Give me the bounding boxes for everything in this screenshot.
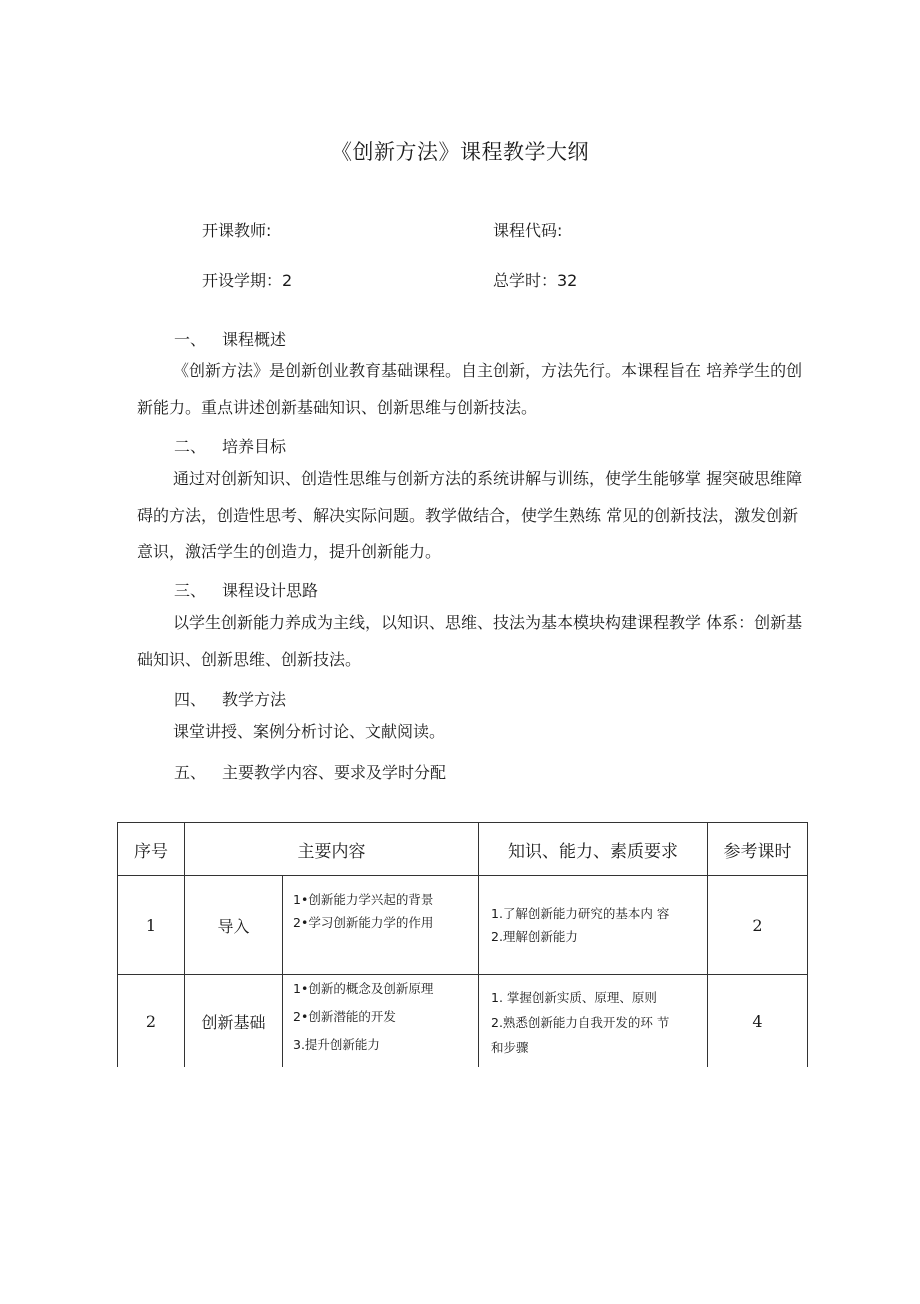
requirement-line: 2.理解创新能力	[491, 929, 578, 944]
requirement-line: 1.了解创新能力研究的基本内 容	[491, 906, 670, 921]
syllabus-table	[117, 822, 808, 1067]
section-title: 课程概述	[222, 330, 287, 349]
row-number: 1	[118, 876, 185, 975]
section-heading	[174, 434, 286, 457]
row-module: 创新基础	[185, 975, 283, 1068]
section-heading	[174, 687, 286, 710]
section-number: 一、	[174, 330, 207, 349]
header-cell-hours: 参考课时	[708, 823, 808, 876]
section-number: 五、	[174, 763, 207, 782]
requirement-line: 和步骤	[491, 1040, 529, 1055]
section-title: 培养目标	[222, 437, 287, 456]
row-topics	[283, 876, 479, 975]
semester-label: 开设学期：2	[202, 271, 293, 290]
row-hours: 4	[708, 975, 808, 1068]
topic-line: 1•创新的概念及创新原理	[293, 981, 434, 996]
topic-line: 1•创新能力学兴起的背景	[293, 892, 434, 907]
section-number: 二、	[174, 437, 207, 456]
section-paragraph: 《创新方法》是创新创业教育基础课程。自主创新，方法先行。本课程旨在 培养学生的创新能力。重点讲述创新基础知识、创新思维与创新技法。	[137, 361, 803, 417]
row-number: 2	[118, 975, 185, 1068]
row-requirements	[479, 876, 708, 975]
section-number: 三、	[174, 581, 207, 600]
requirement-line: 2.熟悉创新能力自我开发的环 节	[491, 1015, 670, 1030]
topic-line: 3.提升创新能力	[293, 1037, 380, 1052]
section-title: 主要教学内容、要求及学时分配	[222, 763, 447, 782]
topic-line: 2•创新潜能的开发	[293, 1009, 396, 1024]
row-module: 导入	[185, 876, 283, 975]
table-row	[118, 975, 808, 1068]
section-heading	[174, 327, 286, 350]
table-header-row	[118, 823, 808, 876]
header-cell-number: 序号	[118, 823, 185, 876]
row-hours: 2	[708, 876, 808, 975]
header-cell-content: 主要内容	[185, 823, 479, 876]
section-number: 四、	[174, 690, 207, 709]
requirement-line: 1. 掌握创新实质、原理、原则	[491, 990, 657, 1005]
section-heading	[174, 578, 318, 601]
section-title: 教学方法	[222, 690, 287, 709]
section-title: 课程设计思路	[222, 581, 319, 600]
course-code-label: 课程代码:	[493, 221, 563, 240]
section-paragraph: 以学生创新能力养成为主线，以知识、思维、技法为基本模块构建课程教学 体系：创新基础知识、创新思维、创新技法。	[137, 613, 803, 669]
document-title: 《创新方法》课程教学大纲	[331, 140, 589, 164]
section-heading	[174, 760, 446, 783]
section-paragraph: 课堂讲授、案例分析讨论、文献阅读。	[173, 722, 446, 741]
total-hours-label: 总学时：32	[493, 271, 578, 290]
header-cell-requirements: 知识、能力、素质要求	[479, 823, 708, 876]
topic-line: 2•学习创新能力学的作用	[293, 915, 434, 930]
row-topics	[283, 975, 479, 1068]
section-paragraph: 通过对创新知识、创造性思维与创新方法的系统讲解与训练，使学生能够掌 握突破思维障碍的方法，创造性思考、解决实际问题。教学做结合，使学生熟练 常见的创新技法，激发创新意识，激活学生的创造力，提升创新能力。	[137, 469, 803, 561]
table-row	[118, 876, 808, 975]
teacher-label: 开课教师:	[202, 221, 272, 240]
row-requirements	[479, 975, 708, 1068]
